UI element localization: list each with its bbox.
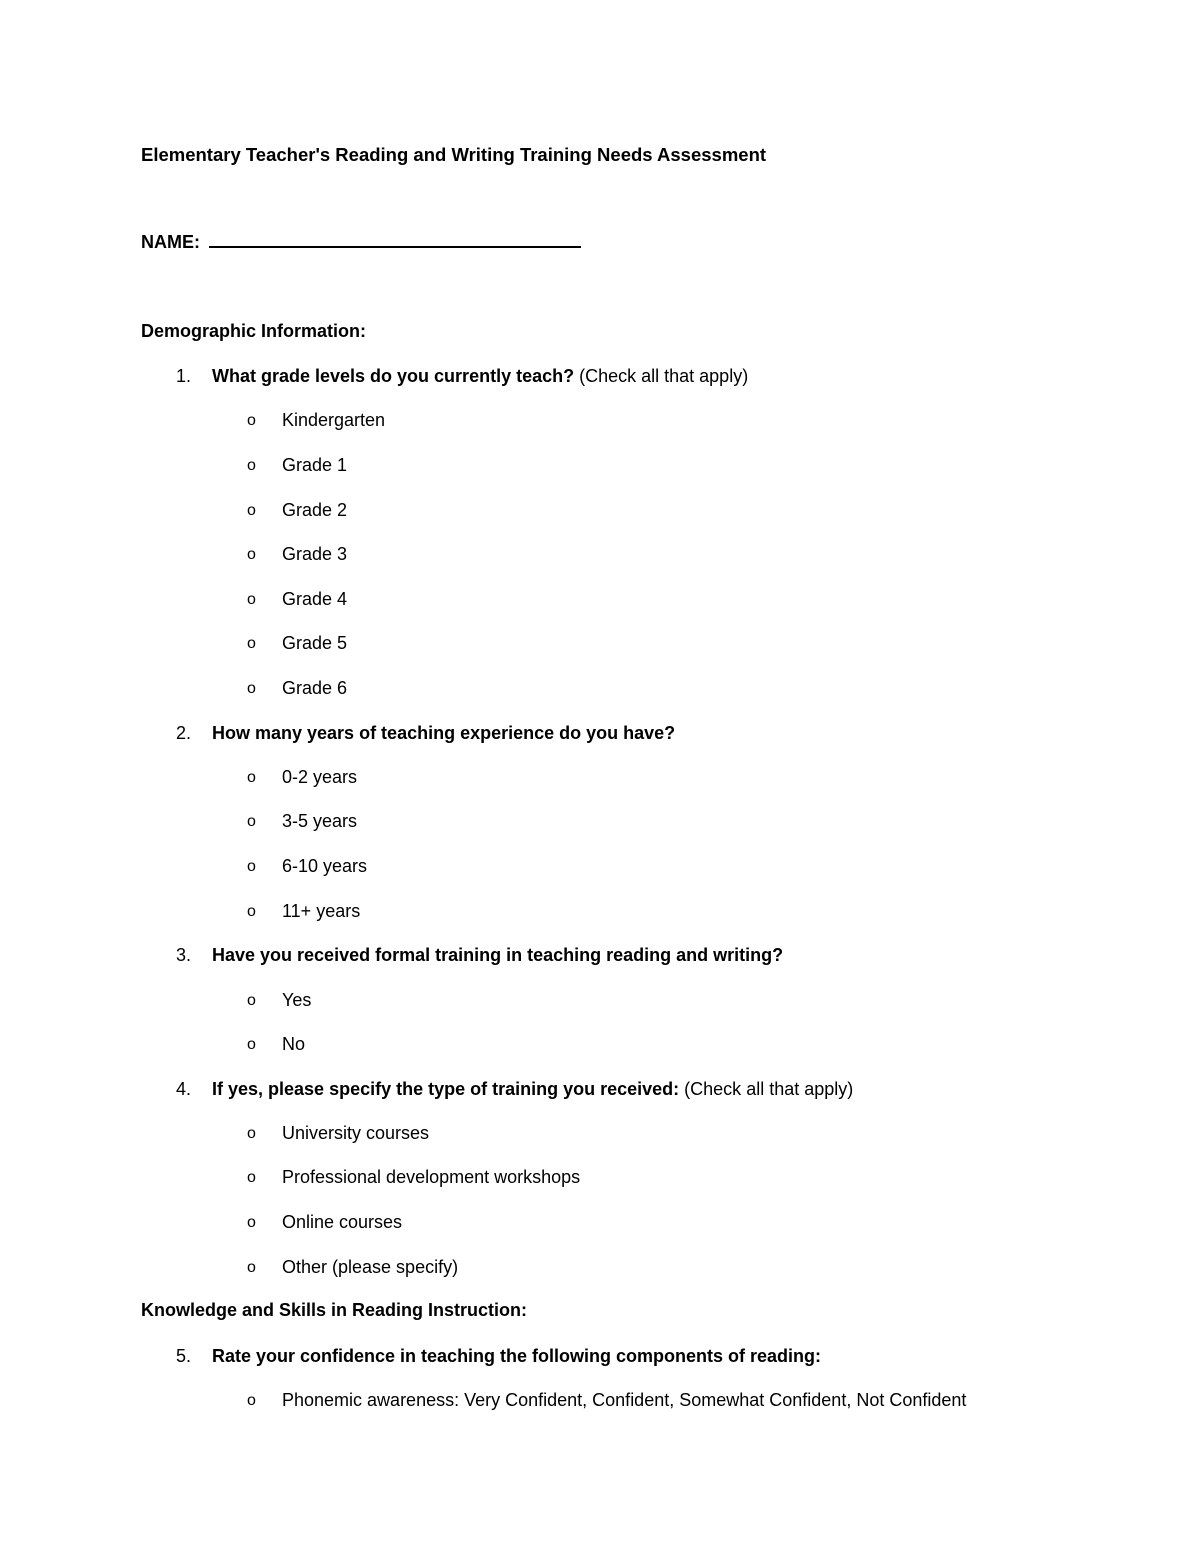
- option-label: 6-10 years: [282, 856, 368, 876]
- question-text: How many years of teaching experience do you have?: [212, 723, 676, 743]
- option-bullet[interactable]: o: [247, 457, 256, 474]
- section-heading-reading-instruction: Knowledge and Skills in Reading Instruction:: [141, 1300, 528, 1320]
- question-number: 2.: [176, 723, 192, 743]
- document-title: Elementary Teacher's Reading and Writing Training Needs Assessment: [141, 144, 767, 165]
- question-text: Have you received formal training in teaching reading and writing?: [212, 945, 784, 965]
- option-label: Grade 2: [282, 500, 348, 520]
- option-bullet[interactable]: o: [247, 813, 256, 830]
- question-text: Rate your confidence in teaching the following components of reading:: [212, 1346, 822, 1366]
- question-number: 1.: [176, 366, 192, 386]
- option-label: Phonemic awareness: Very Confident, Confident, Somewhat Confident, Not Confident: [282, 1390, 967, 1410]
- option-label: Grade 1: [282, 455, 348, 475]
- option-bullet[interactable]: o: [247, 903, 256, 920]
- name-label: NAME:: [141, 232, 200, 252]
- option-label: 3-5 years: [282, 811, 358, 831]
- option-label: Grade 4: [282, 589, 348, 609]
- name-field-row: [141, 230, 581, 254]
- option-bullet[interactable]: o: [247, 1169, 256, 1186]
- option-bullet[interactable]: o: [247, 1214, 256, 1231]
- option-bullet[interactable]: o: [247, 1392, 256, 1409]
- question-5: [212, 1344, 821, 1368]
- question-3: [212, 943, 783, 967]
- option-label: Online courses: [282, 1212, 403, 1232]
- question-note: (Check all that apply): [579, 366, 749, 386]
- option-bullet[interactable]: o: [247, 591, 256, 608]
- question-number: 4.: [176, 1079, 192, 1099]
- question-number: 5.: [176, 1346, 192, 1366]
- option-label: Grade 5: [282, 633, 348, 653]
- option-bullet[interactable]: o: [247, 858, 256, 875]
- option-bullet[interactable]: o: [247, 992, 256, 1009]
- option-label: No: [282, 1034, 306, 1054]
- option-label: 0-2 years: [282, 767, 358, 787]
- option-label: Grade 3: [282, 544, 348, 564]
- question-4: [212, 1077, 853, 1101]
- option-bullet[interactable]: o: [247, 769, 256, 786]
- option-label: University courses: [282, 1123, 430, 1143]
- option-label: Kindergarten: [282, 410, 386, 430]
- option-bullet[interactable]: o: [247, 1259, 256, 1276]
- question-text: If yes, please specify the type of training you received:: [212, 1079, 680, 1099]
- option-label: Professional development workshops: [282, 1167, 581, 1187]
- question-note: (Check all that apply): [684, 1079, 854, 1099]
- section-heading-demographic: Demographic Information:: [141, 321, 367, 341]
- option-label: Other (please specify): [282, 1257, 459, 1277]
- option-label: 11+ years: [282, 901, 361, 921]
- option-bullet[interactable]: o: [247, 502, 256, 519]
- option-bullet[interactable]: o: [247, 546, 256, 563]
- name-blank-line[interactable]: [209, 232, 581, 248]
- option-bullet[interactable]: o: [247, 1125, 256, 1142]
- option-bullet[interactable]: o: [247, 680, 256, 697]
- question-2: [212, 721, 675, 745]
- option-bullet[interactable]: o: [247, 412, 256, 429]
- question-text: What grade levels do you currently teach?: [212, 366, 575, 386]
- option-label: Yes: [282, 990, 312, 1010]
- option-bullet[interactable]: o: [247, 635, 256, 652]
- option-label: Grade 6: [282, 678, 348, 698]
- question-number: 3.: [176, 945, 192, 965]
- question-1: [212, 364, 748, 388]
- option-bullet[interactable]: o: [247, 1036, 256, 1053]
